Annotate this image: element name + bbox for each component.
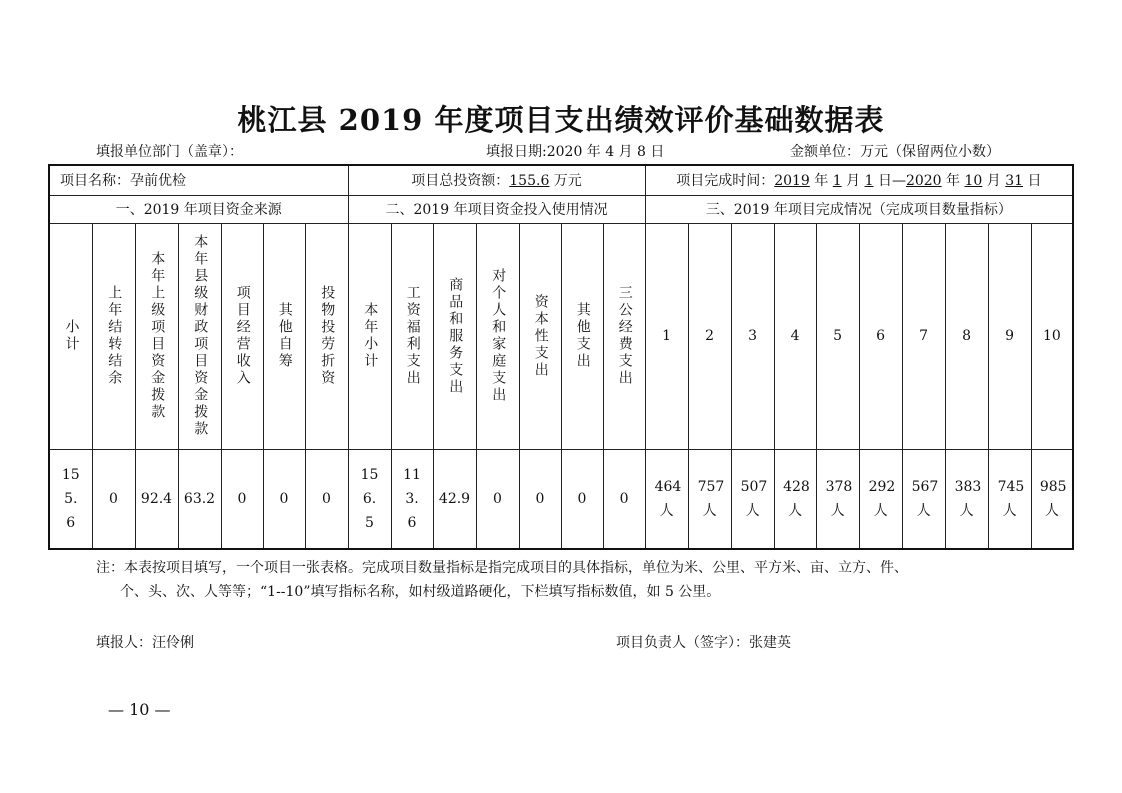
value-usage-subtotal: 156.5: [348, 449, 391, 549]
value-indicator-9: 745人: [988, 449, 1031, 549]
value-superior-allocation: 92.4: [135, 449, 178, 549]
page-title: 桃江县 2019 年度项目支出绩效评价基础数据表: [237, 103, 885, 137]
header-indicator-7: 7: [902, 223, 945, 449]
section-funding-usage: 二、2019 年项目资金投入使用情况: [348, 195, 645, 223]
value-indicator-6: 292人: [859, 449, 902, 549]
header-indicator-6: 6: [859, 223, 902, 449]
note-line-1: 注：本表按项目填写，一个项目一张表格。完成项目数量指标是指完成项目的具体指标，单位为米、公里、平方米、亩、立方、件、: [96, 560, 908, 576]
value-other-expense: 0: [561, 449, 603, 549]
table-row: [49, 449, 1073, 549]
header-indicator-2: 2: [688, 223, 731, 449]
header-other-expense: 其他支出: [561, 223, 603, 449]
header-superior-allocation: 本年上级项目资金拨款: [135, 223, 178, 449]
header-source-subtotal: 小计: [49, 223, 92, 449]
value-indicator-10: 985人: [1031, 449, 1073, 549]
value-individuals-households: 0: [476, 449, 519, 549]
amount-unit: 金额单位：万元（保留两位小数）: [790, 144, 1000, 160]
section-completion: 三、2019 年项目完成情况（完成项目数量指标）: [645, 195, 1073, 223]
value-capital: 0: [519, 449, 561, 549]
header-indicator-8: 8: [945, 223, 988, 449]
header-indicator-10: 10: [1031, 223, 1073, 449]
value-salary: 113.6: [391, 449, 433, 549]
value-self-raised: 0: [263, 449, 305, 549]
value-goods-services: 42.9: [433, 449, 476, 549]
value-indicator-5: 378人: [816, 449, 859, 549]
reporting-unit: 填报单位部门（盖章）：: [96, 144, 243, 160]
header-salary: 工资福利支出: [391, 223, 433, 449]
value-indicator-8: 383人: [945, 449, 988, 549]
header-indicator-4: 4: [774, 223, 816, 449]
value-indicator-4: 428人: [774, 449, 816, 549]
header-county-allocation: 本年县级财政项目资金拨款: [178, 223, 221, 449]
header-prior-year-carryover: 上年结转结余: [92, 223, 135, 449]
completion-time: 项目完成时间：2019 年 1 月 1 日—2020 年 10 月 31 日: [645, 165, 1073, 195]
page-number: — 10 —: [108, 700, 171, 719]
header-operating-income: 项目经营收入: [221, 223, 263, 449]
value-operating-income: 0: [221, 449, 263, 549]
header-in-kind: 投物投劳折资: [305, 223, 348, 449]
value-three-public: 0: [603, 449, 645, 549]
header-usage-subtotal: 本年小计: [348, 223, 391, 449]
value-indicator-2: 757人: [688, 449, 731, 549]
value-prior-year-carryover: 0: [92, 449, 135, 549]
value-indicator-7: 567人: [902, 449, 945, 549]
header-individuals-households: 对个人和家庭支出: [476, 223, 519, 449]
header-goods-services: 商品和服务支出: [433, 223, 476, 449]
value-county-allocation: 63.2: [178, 449, 221, 549]
filler-signature: 填报人：汪伶俐: [96, 635, 194, 651]
table-note: [96, 556, 1036, 604]
header-indicator-5: 5: [816, 223, 859, 449]
note-line-2: 个、头、次、人等等；“1--10”填写指标名称，如村级道路硬化，下栏填写指标数值，如 5 公里。: [120, 584, 721, 600]
value-source-subtotal: 155.6: [49, 449, 92, 549]
header-three-public: 三公经费支出: [603, 223, 645, 449]
data-table: [48, 164, 1074, 550]
header-capital: 资本性支出: [519, 223, 561, 449]
header-indicator-1: 1: [645, 223, 688, 449]
header-indicator-9: 9: [988, 223, 1031, 449]
header-indicator-3: 3: [731, 223, 774, 449]
value-in-kind: 0: [305, 449, 348, 549]
leader-signature: 项目负责人（签字）：张建英: [616, 635, 791, 651]
project-name: 项目名称：孕前优检: [49, 165, 348, 195]
header-self-raised: 其他自筹: [263, 223, 305, 449]
value-indicator-1: 464人: [645, 449, 688, 549]
total-investment: 项目总投资额：155.6 万元: [348, 165, 645, 195]
value-indicator-3: 507人: [731, 449, 774, 549]
report-date: 填报日期:2020 年 4 月 8 日: [486, 144, 665, 160]
section-funding-source: 一、2019 年项目资金来源: [49, 195, 348, 223]
